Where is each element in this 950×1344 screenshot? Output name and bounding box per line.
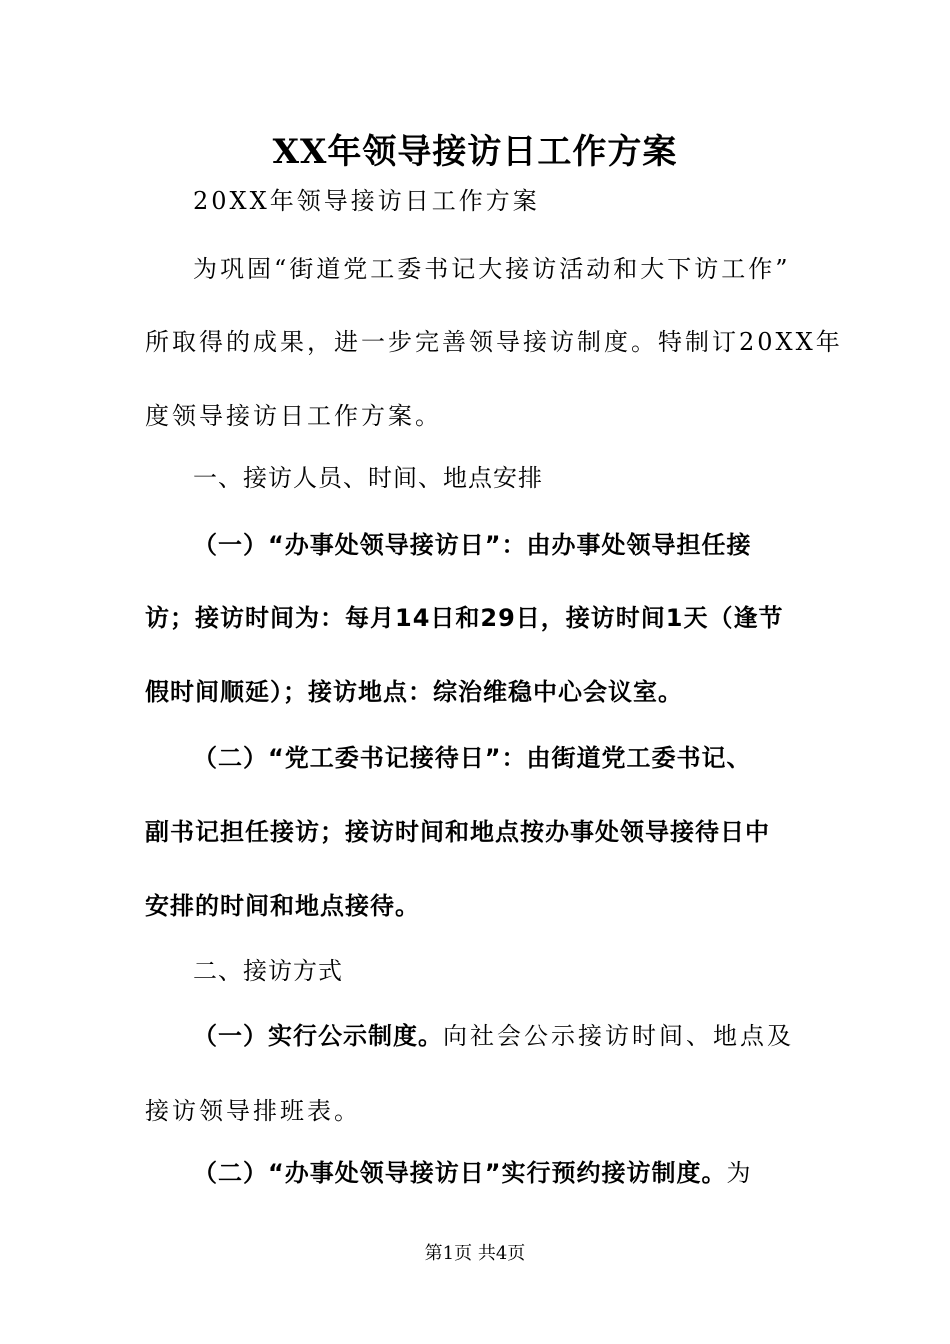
paragraph-line: 访；接访时间为：每月14日和29日，接访时间1天（逢节 (145, 604, 784, 632)
paragraph-line: 接访领导排班表。 (145, 1097, 361, 1125)
document-subtitle: 20XX年领导接访日工作方案 (193, 187, 540, 215)
paragraph-line (193, 1156, 810, 1190)
section-heading: 二、接访方式 (193, 957, 343, 985)
normal-text: 为 (726, 1159, 754, 1187)
paragraph-line: （一）“办事处领导接访日”：由办事处领导担任接 (193, 531, 752, 559)
paragraph-line: 所取得的成果，进一步完善领导接访制度。特制订20XX年 (145, 328, 843, 356)
page-number-footer: 第1页 共4页 (424, 1243, 526, 1264)
document-title: XX年领导接访日工作方案 (272, 132, 678, 172)
paragraph-line: 副书记担任接访；接访时间和地点按办事处领导接待日中 (145, 818, 770, 846)
normal-text: 向社会公示接访时间、地点及 (443, 1022, 794, 1050)
paragraph-line: （二）“党工委书记接待日”：由街道党工委书记、 (193, 744, 752, 772)
bold-lead-text: （二）“办事处领导接访日”实行预约接访制度。 (193, 1159, 727, 1187)
paragraph-line: 安排的时间和地点接待。 (145, 892, 420, 920)
paragraph-line: 度领导接访日工作方案。 (145, 402, 442, 430)
bold-lead-text: （一）实行公示制度。 (193, 1022, 443, 1050)
paragraph-line: 假时间顺延）；接访地点：综治维稳中心会议室。 (145, 678, 683, 706)
paragraph-line: 为巩固“街道党工委书记大接访活动和大下访工作” (193, 255, 791, 283)
paragraph-line (193, 1019, 810, 1053)
section-heading: 一、接访人员、时间、地点安排 (193, 464, 543, 492)
